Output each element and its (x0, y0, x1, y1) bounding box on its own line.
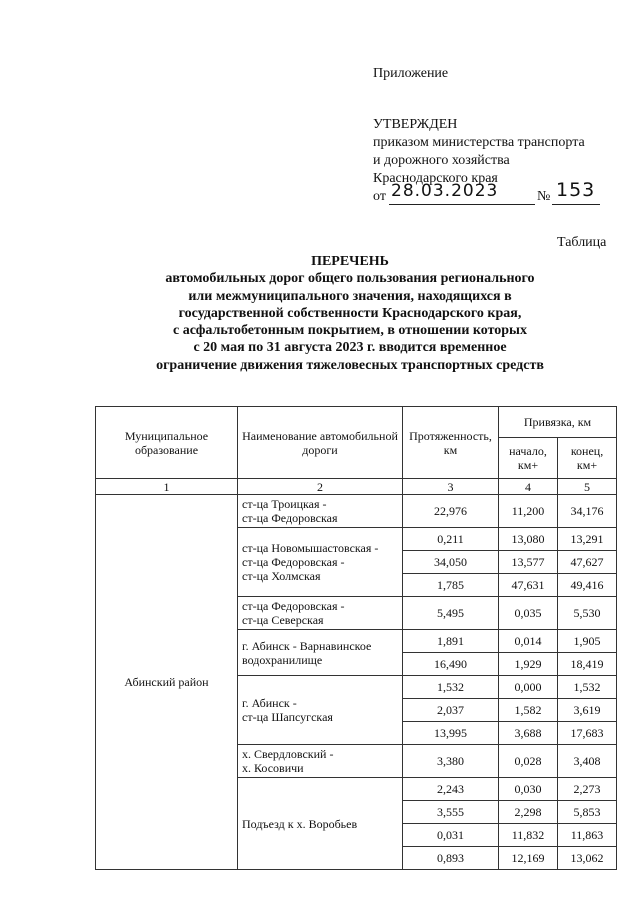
road-name-line: ст-ца Северская (242, 613, 324, 627)
column-number: 4 (499, 479, 558, 495)
road-name-line: ст-ца Шапсугская (242, 710, 333, 724)
header-municipality: Муниципальное образование (96, 407, 238, 479)
end-cell: 5,853 (558, 801, 617, 824)
length-cell: 1,532 (403, 676, 499, 699)
handwritten-number: 153 (556, 179, 596, 201)
length-cell: 16,490 (403, 653, 499, 676)
start-cell: 3,688 (499, 722, 558, 745)
end-cell: 11,863 (558, 824, 617, 847)
road-name-cell (238, 630, 403, 676)
end-cell: 3,408 (558, 745, 617, 778)
header-binding: Привязка, км (499, 407, 617, 438)
order-line-2: и дорожного хозяйства (373, 153, 510, 168)
number-underline (552, 204, 600, 205)
title-heading: ПЕРЕЧЕНЬ (311, 254, 389, 269)
length-cell: 1,891 (403, 630, 499, 653)
header-road-name: Наименование автомобильной дороги (238, 407, 403, 479)
start-cell: 0,000 (499, 676, 558, 699)
number-prefix: № (537, 189, 551, 204)
date-underline (389, 204, 535, 205)
header-length: Протяженность, км (403, 407, 499, 479)
start-cell: 0,030 (499, 778, 558, 801)
end-cell: 13,291 (558, 528, 617, 551)
end-cell: 17,683 (558, 722, 617, 745)
date-prefix: от (373, 189, 386, 204)
approved-label: УТВЕРЖДЕН (373, 117, 458, 132)
order-line-1: приказом министерства транспорта (373, 135, 585, 150)
end-cell: 2,273 (558, 778, 617, 801)
start-cell: 1,582 (499, 699, 558, 722)
table-body (96, 495, 617, 870)
length-cell: 13,995 (403, 722, 499, 745)
end-cell: 18,419 (558, 653, 617, 676)
column-number: 2 (238, 479, 403, 495)
start-cell: 0,014 (499, 630, 558, 653)
road-name-line: ст-ца Федоровская - (242, 599, 345, 613)
table-label: Таблица (557, 235, 607, 250)
start-cell: 11,200 (499, 495, 558, 528)
start-cell: 0,035 (499, 597, 558, 630)
start-cell: 13,080 (499, 528, 558, 551)
length-cell: 3,555 (403, 801, 499, 824)
road-name-line: Подъезд к х. Воробьев (242, 816, 358, 831)
road-name-line: водохранилище (242, 652, 323, 667)
handwritten-date: 28.03.2023 (391, 181, 499, 201)
road-name-cell (238, 778, 403, 870)
title-line-1: автомобильных дорог общего пользования регионального (165, 271, 535, 287)
start-cell: 2,298 (499, 801, 558, 824)
order-line-3: Краснодарского края (373, 171, 498, 186)
column-number: 3 (403, 479, 499, 495)
length-cell: 2,243 (403, 778, 499, 801)
road-name-line: г. Абинск - (242, 696, 297, 710)
start-cell: 47,631 (499, 574, 558, 597)
length-cell: 0,893 (403, 847, 499, 870)
road-name-cell (238, 528, 403, 597)
header-start: начало, км+ (499, 438, 558, 479)
road-name-line: х. Косовичи (242, 761, 304, 775)
start-cell: 0,028 (499, 745, 558, 778)
start-cell: 1,929 (499, 653, 558, 676)
road-name-line: г. Абинск - Варнавинское (242, 638, 372, 653)
title-line-2: или межмуниципального значения, находящихся в (188, 288, 512, 304)
road-name-line: ст-ца Холмская (242, 569, 321, 583)
column-number: 1 (96, 479, 238, 495)
road-name-line: ст-ца Троицкая - (242, 497, 327, 511)
length-cell: 5,495 (403, 597, 499, 630)
appendix-label: Приложение (373, 66, 449, 81)
road-name-line: ст-ца Новомышастовская - (242, 541, 379, 555)
end-cell: 1,532 (558, 676, 617, 699)
document-title (100, 253, 600, 374)
municipality-cell: Абинский район (96, 495, 238, 870)
road-name-cell (238, 676, 403, 745)
header-end: конец, км+ (558, 438, 617, 479)
end-cell: 47,627 (558, 551, 617, 574)
length-cell: 22,976 (403, 495, 499, 528)
length-cell: 3,380 (403, 745, 499, 778)
road-name-line: х. Свердловский - (242, 747, 334, 761)
length-cell: 2,037 (403, 699, 499, 722)
length-cell: 1,785 (403, 574, 499, 597)
end-cell: 5,530 (558, 597, 617, 630)
length-cell: 34,050 (403, 551, 499, 574)
road-name-line: ст-ца Федоровская - (242, 555, 345, 569)
road-name-cell (238, 745, 403, 778)
end-cell: 3,619 (558, 699, 617, 722)
road-name-line: ст-ца Федоровская (242, 511, 338, 525)
table-row (96, 495, 617, 528)
end-cell: 13,062 (558, 847, 617, 870)
end-cell: 49,416 (558, 574, 617, 597)
title-line-4: с асфальтобетонным покрытием, в отношении которых (173, 323, 527, 339)
column-number: 5 (558, 479, 617, 495)
title-line-6: ограничение движения тяжеловесных транспортных средств (156, 357, 544, 373)
start-cell: 13,577 (499, 551, 558, 574)
road-name-cell (238, 495, 403, 528)
end-cell: 34,176 (558, 495, 617, 528)
length-cell: 0,031 (403, 824, 499, 847)
road-name-cell (238, 597, 403, 630)
length-cell: 0,211 (403, 528, 499, 551)
title-line-3: государственной собственности Краснодарского края, (178, 305, 522, 321)
start-cell: 11,832 (499, 824, 558, 847)
title-line-5: с 20 мая по 31 августа 2023 г. вводится временное (193, 340, 507, 356)
roads-table (95, 406, 617, 870)
end-cell: 1,905 (558, 630, 617, 653)
start-cell: 12,169 (499, 847, 558, 870)
